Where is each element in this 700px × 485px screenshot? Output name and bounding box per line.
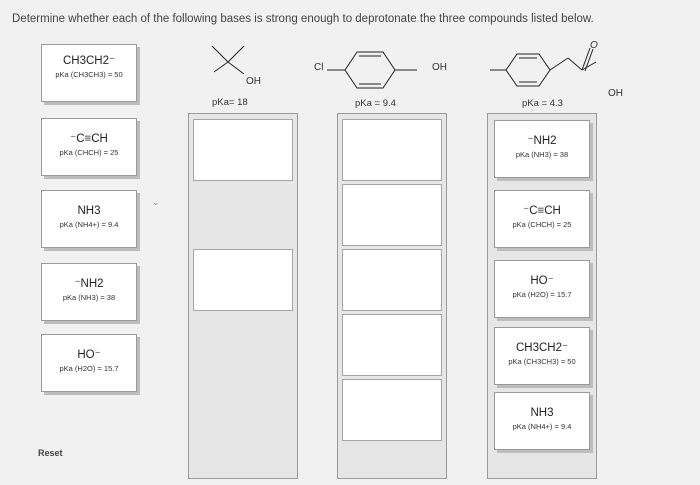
drop-slot[interactable] [342,379,442,441]
card-pka: pKa (NH3) = 38 [515,150,569,159]
base-card-ammonia[interactable] [41,190,137,248]
card-pka: pKa (CH3CH3) = 50 [55,70,123,79]
drop-slot[interactable] [193,249,293,311]
compound-3-oh-label: OH [608,88,623,99]
drop-zone-compound-1[interactable] [188,113,298,479]
card-formula: CH3CH2⁻ [62,55,116,67]
card-formula: NH3 [530,407,554,419]
compound-2-structure [325,48,435,98]
card-pka: pKa (CH3CH3) = 50 [508,357,576,366]
question-prompt: Determine whether each of the following bases is strong enough to deprotonate the three compounds listed below. [12,13,594,25]
drop-slot[interactable] [193,119,293,181]
reset-button[interactable]: Reset [38,448,63,458]
card-formula: NH3 [77,205,101,217]
card-formula: HO⁻ [77,349,101,361]
base-card-ammonia[interactable] [494,392,590,450]
compound-2-cl-label: Cl [314,62,324,73]
compound-1-oh-label: OH [246,76,261,87]
base-card-ethyl-anion[interactable] [494,327,590,385]
drop-slot[interactable] [342,314,442,376]
base-card-acetylide[interactable] [41,118,137,176]
drop-slot[interactable] [342,184,442,246]
card-pka: pKa (CHCH) = 25 [512,220,572,229]
compound-3-pka: pKa = 4.3 [522,98,563,109]
card-formula: ⁻C≡CH [523,205,561,217]
compound-1-pka: pKa= 18 [212,97,248,108]
base-card-amide[interactable] [494,120,590,178]
base-card-amide[interactable] [41,263,137,321]
card-pka: pKa (NH4+) = 9.4 [59,220,119,229]
base-card-hydroxide[interactable] [494,260,590,318]
card-pka: pKa (CHCH) = 25 [59,148,119,157]
chevron-icon: ⌄ [152,197,160,207]
compound-3-o-label: O [590,40,598,51]
base-card-ethyl-anion[interactable] [41,44,137,102]
card-formula: HO⁻ [530,275,554,287]
card-pka: pKa (H2O) = 15.7 [59,364,119,373]
card-formula: ⁻NH2 [527,135,557,147]
card-formula: ⁻NH2 [74,278,104,290]
card-pka: pKa (H2O) = 15.7 [512,290,572,299]
drop-slot[interactable] [342,249,442,311]
card-pka: pKa (NH4+) = 9.4 [512,422,572,431]
base-card-hydroxide[interactable] [41,334,137,392]
compound-2-pka: pKa = 9.4 [355,98,396,109]
card-formula: CH3CH2⁻ [515,342,569,354]
drop-slot[interactable] [342,119,442,181]
drop-zone-compound-2[interactable] [337,113,447,479]
base-card-acetylide[interactable] [494,190,590,248]
card-pka: pKa (NH3) = 38 [62,293,116,302]
card-formula: ⁻C≡CH [70,133,108,145]
compound-3-structure [490,40,600,100]
compound-2-oh-label: OH [432,62,447,73]
